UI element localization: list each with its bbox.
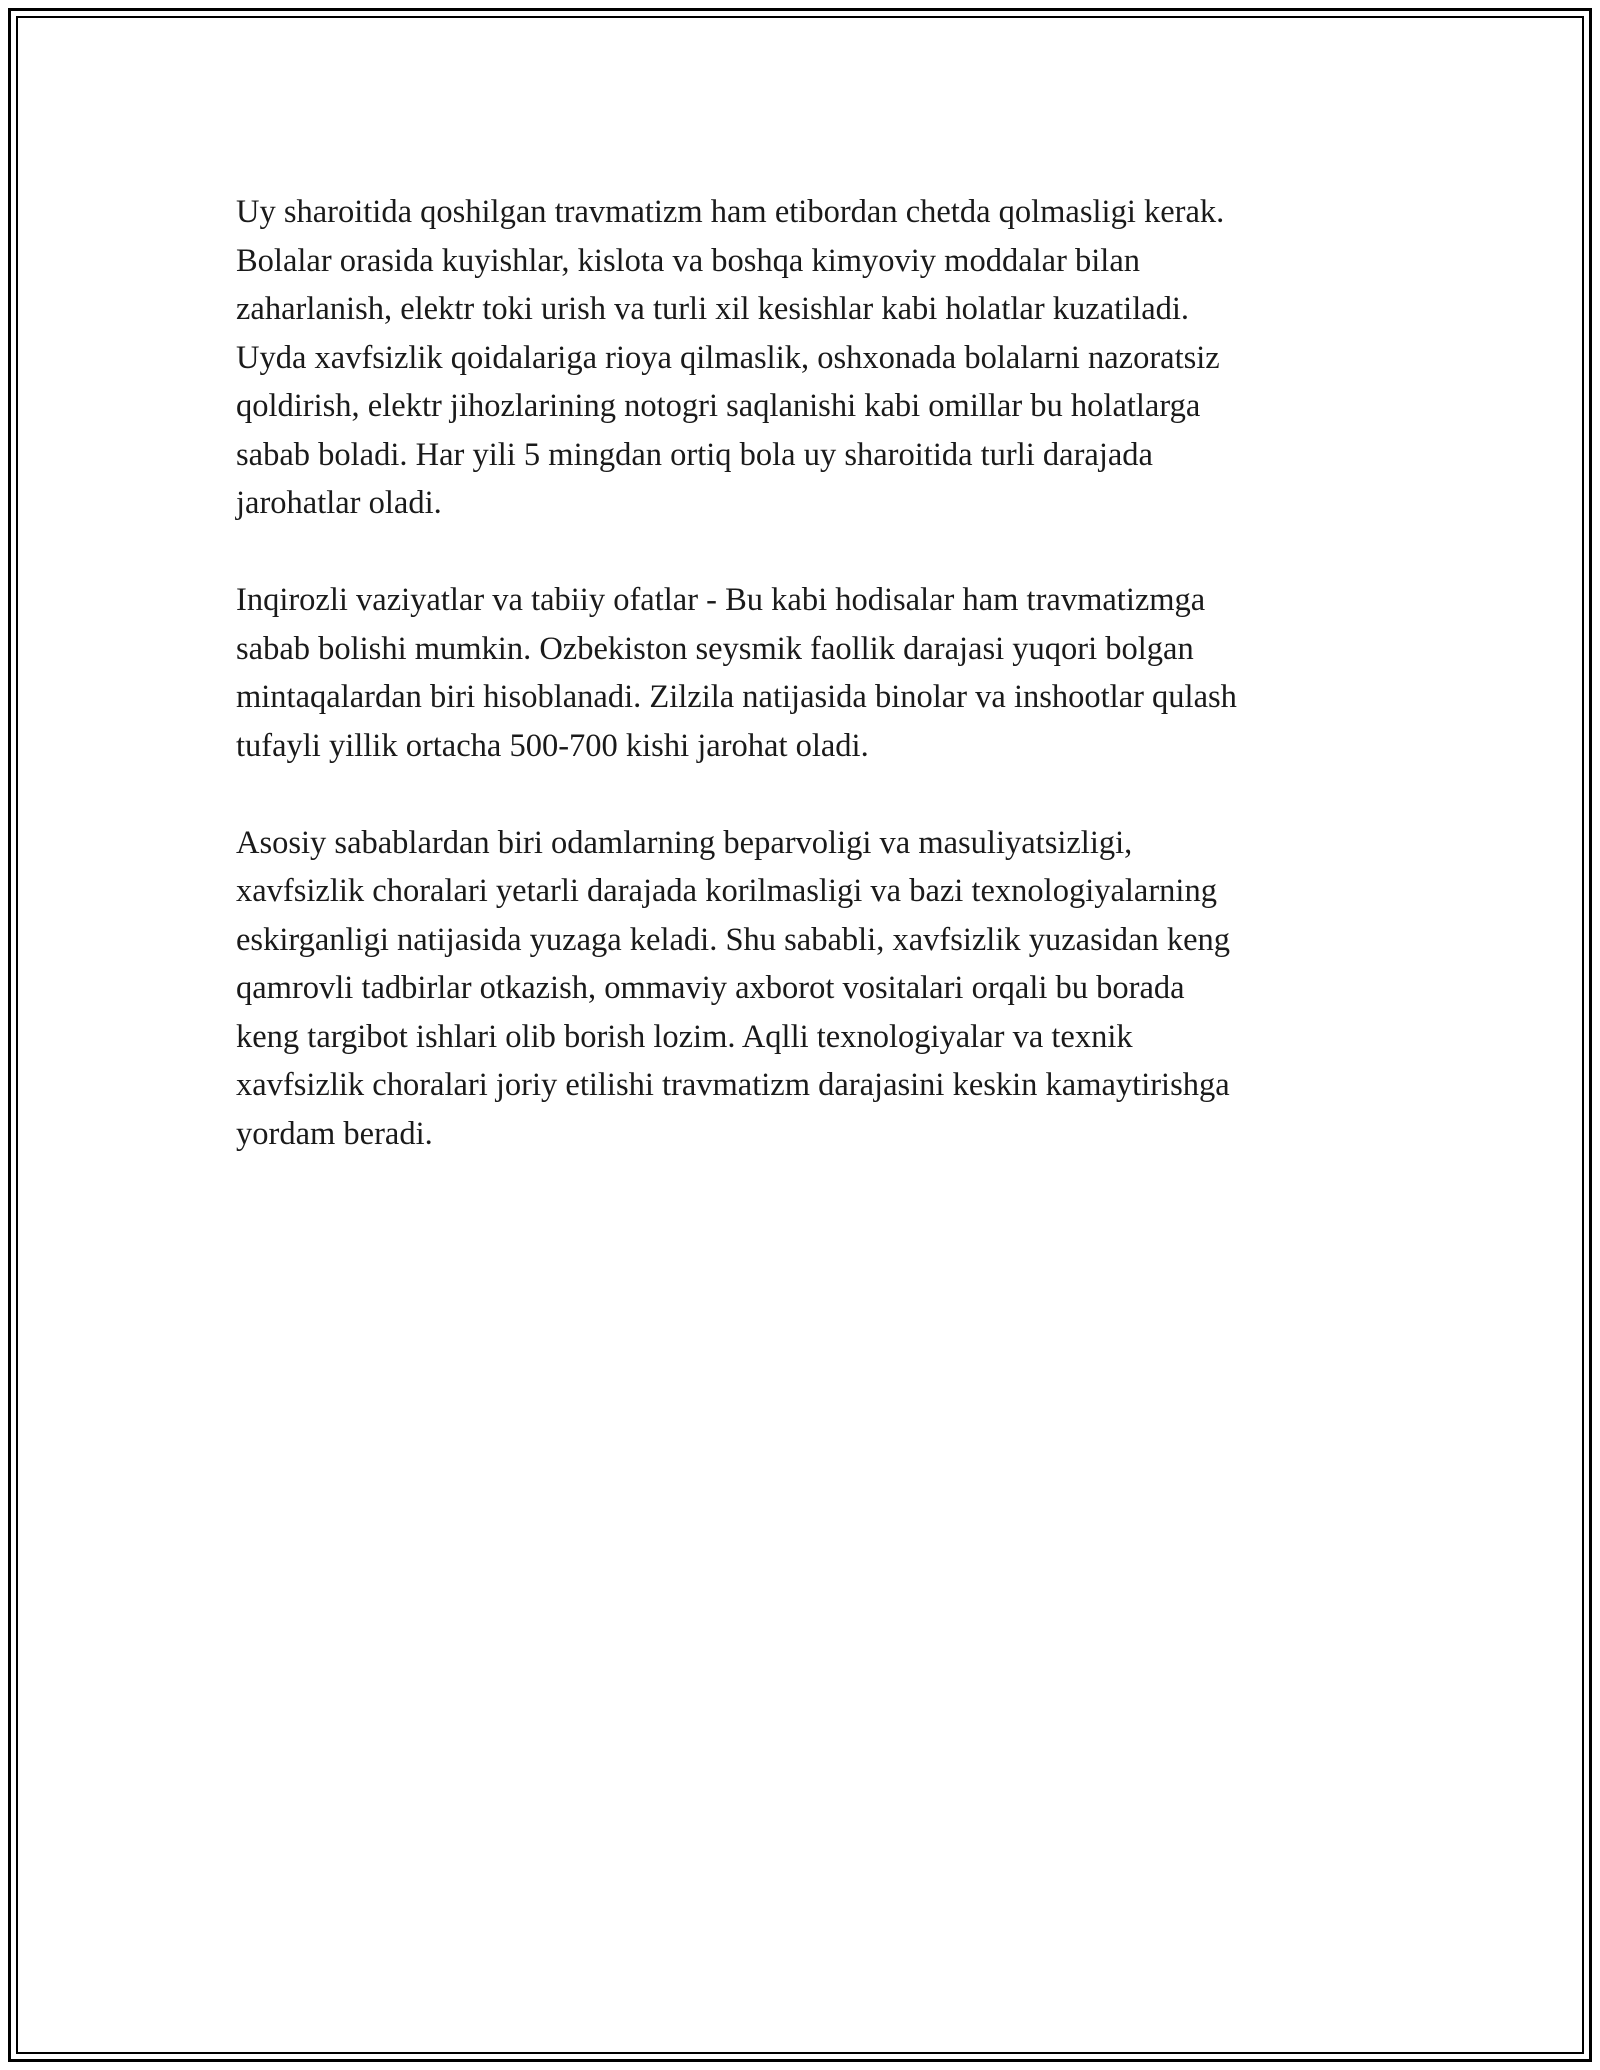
text-line: Asosiy sabablardan biri odamlarning beparvoligi va masuliyatsizligi, bbox=[236, 824, 1133, 861]
paragraph-main-causes bbox=[236, 819, 1376, 1159]
text-line: qamrovli tadbirlar otkazish, ommaviy axborot vositalari orqali bu borada bbox=[236, 970, 1185, 1006]
paragraph-natural-disasters bbox=[236, 576, 1376, 770]
text-line: zaharlanish, elektr toki urish va turli xil kesishlar kabi holatlar kuzatiladi. bbox=[236, 291, 1190, 327]
text-line: eskirganligi natijasida yuzaga keladi. Shu sababli, xavfsizlik yuzasidan keng bbox=[236, 921, 1230, 958]
text-line: keng targibot ishlari olib borish lozim. Aqlli texnologiyalar va texnik bbox=[236, 1018, 1133, 1055]
text-line: mintaqalardan biri hisoblanadi. Zilzila natijasida binolar va inshootlar qulash bbox=[236, 679, 1237, 715]
text-line: jarohatlar oladi. bbox=[236, 485, 442, 521]
text-line: xavfsizlik choralari yetarli darajada korilmasligi va bazi texnologiyalarning bbox=[236, 873, 1217, 909]
text-line: Bolalar orasida kuyishlar, kislota va boshqa kimyoviy moddalar bilan bbox=[236, 242, 1141, 279]
text-line: xavfsizlik choralari joriy etilishi travmatizm darajasini keskin kamaytirishga bbox=[236, 1067, 1230, 1103]
text-line: Uy sharoitida qoshilgan travmatizm ham etibordan chetda qolmasligi kerak. bbox=[236, 194, 1225, 230]
text-line: sabab boladi. Har yili 5 mingdan ortiq bola uy sharoitida turli darajada bbox=[236, 436, 1153, 473]
text-line: Uyda xavfsizlik qoidalariga rioya qilmaslik, oshxonada bolalarni nazoratsiz bbox=[236, 339, 1220, 376]
document-body bbox=[236, 188, 1376, 1207]
text-line: tufayli yillik ortacha 500-700 kishi jarohat oladi. bbox=[236, 727, 869, 764]
text-line: yordam beradi. bbox=[236, 1115, 433, 1152]
text-line: qoldirish, elektr jihozlarining notogri saqlanishi kabi omillar bu holatlarga bbox=[236, 388, 1201, 424]
text-line: Inqirozli vaziyatlar va tabiiy ofatlar - Bu kabi hodisalar ham travmatizmga bbox=[236, 582, 1206, 618]
paragraph-home-injuries bbox=[236, 188, 1376, 528]
text-line: sabab bolishi mumkin. Ozbekiston seysmik faollik darajasi yuqori bolgan bbox=[236, 630, 1194, 667]
